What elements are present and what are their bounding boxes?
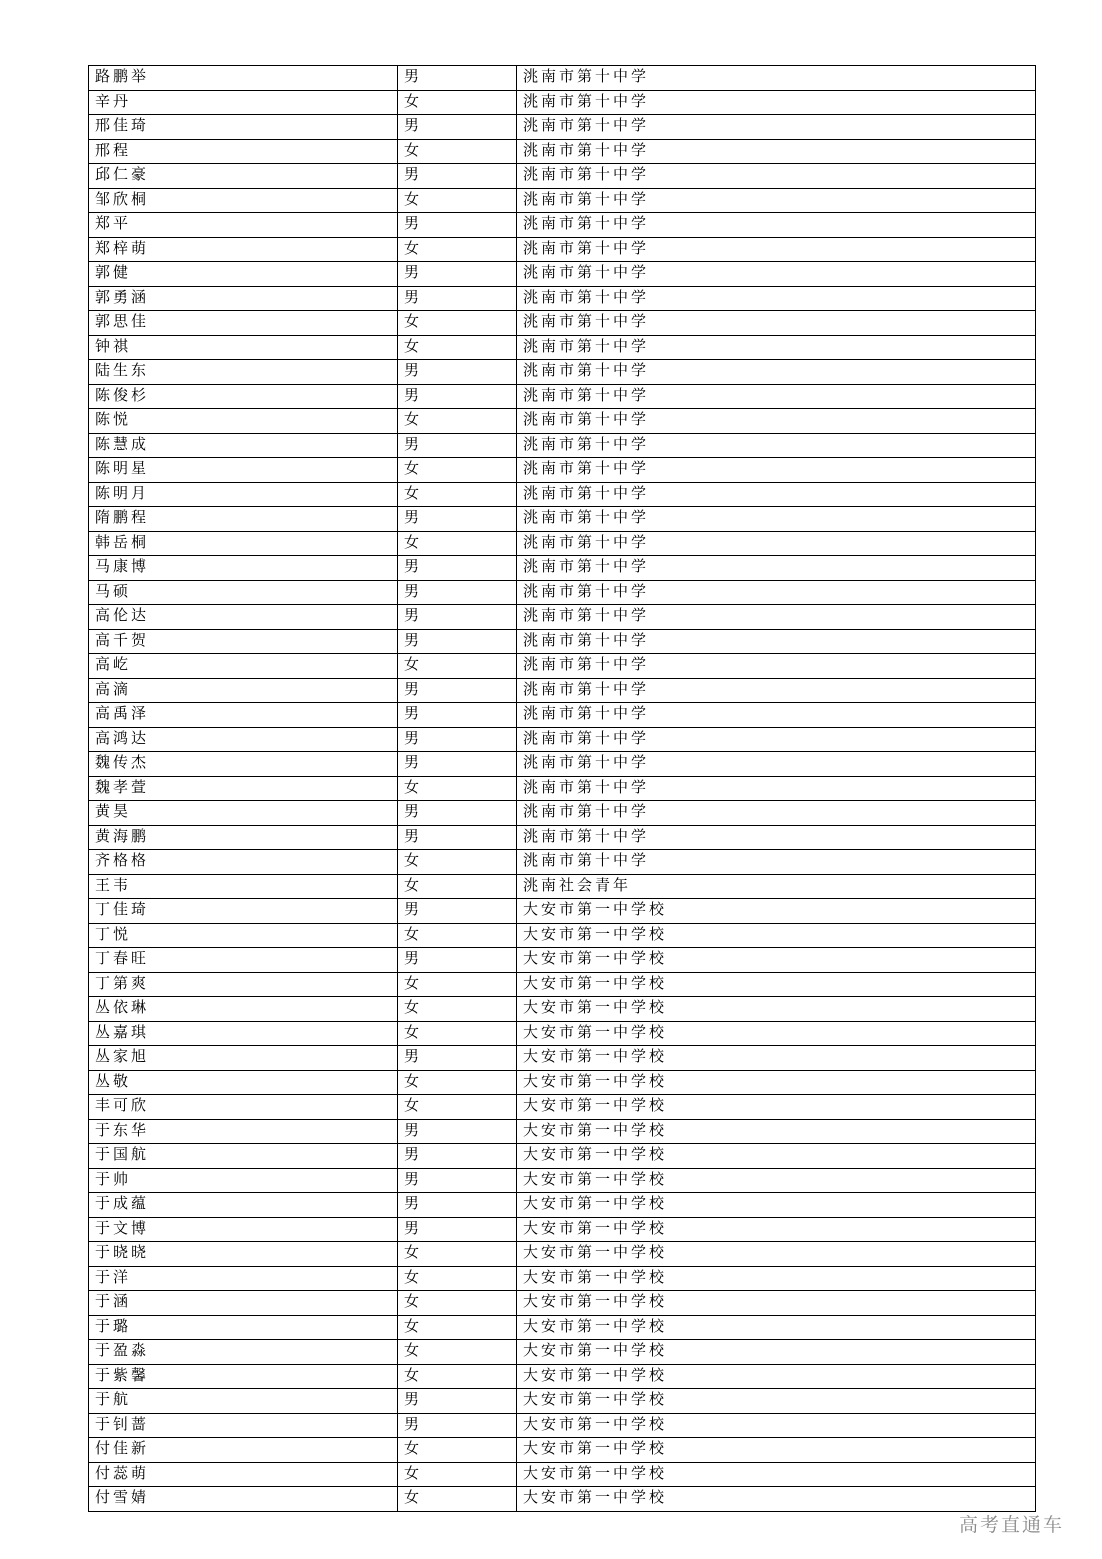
gender-cell: 男 [398,360,517,385]
school-cell: 大安市第一中学校 [517,923,1036,948]
gender-cell: 男 [398,1389,517,1414]
gender-cell: 男 [398,727,517,752]
name-cell: 齐格格 [89,850,398,875]
gender-cell: 女 [398,482,517,507]
school-cell: 洮南市第十中学 [517,458,1036,483]
table-row [89,752,1036,777]
table-row [89,580,1036,605]
gender-cell: 男 [398,899,517,924]
table-row [89,531,1036,556]
school-cell: 洮南市第十中学 [517,825,1036,850]
school-cell: 大安市第一中学校 [517,1364,1036,1389]
table-row [89,874,1036,899]
gender-cell: 男 [398,605,517,630]
student-roster-table [88,65,1036,1512]
table-row [89,262,1036,287]
table-row [89,1021,1036,1046]
gender-cell: 男 [398,825,517,850]
table-row [89,115,1036,140]
school-cell: 大安市第一中学校 [517,1168,1036,1193]
school-cell: 大安市第一中学校 [517,1438,1036,1463]
school-cell: 洮南市第十中学 [517,139,1036,164]
gender-cell: 男 [398,1144,517,1169]
table-row [89,1217,1036,1242]
school-cell: 洮南市第十中学 [517,850,1036,875]
school-cell: 大安市第一中学校 [517,1021,1036,1046]
name-cell: 于帅 [89,1168,398,1193]
name-cell: 马康博 [89,556,398,581]
school-cell: 大安市第一中学校 [517,1217,1036,1242]
table-row [89,1413,1036,1438]
gender-cell: 女 [398,1364,517,1389]
school-cell: 洮南市第十中学 [517,703,1036,728]
table-row [89,776,1036,801]
name-cell: 于洋 [89,1266,398,1291]
school-cell: 洮南市第十中学 [517,433,1036,458]
school-cell: 大安市第一中学校 [517,1242,1036,1267]
gender-cell: 女 [398,335,517,360]
name-cell: 于航 [89,1389,398,1414]
table-row [89,409,1036,434]
name-cell: 于涵 [89,1291,398,1316]
school-cell: 洮南市第十中学 [517,776,1036,801]
school-cell: 大安市第一中学校 [517,1389,1036,1414]
gender-cell: 男 [398,115,517,140]
name-cell: 邹欣桐 [89,188,398,213]
school-cell: 洮南市第十中学 [517,507,1036,532]
table-row [89,1168,1036,1193]
school-cell: 洮南市第十中学 [517,580,1036,605]
gender-cell: 女 [398,311,517,336]
name-cell: 付蕊萌 [89,1462,398,1487]
gender-cell: 男 [398,286,517,311]
table-row [89,237,1036,262]
table-row [89,384,1036,409]
gender-cell: 女 [398,1462,517,1487]
name-cell: 高鸿达 [89,727,398,752]
name-cell: 于钊蔷 [89,1413,398,1438]
school-cell: 洮南市第十中学 [517,115,1036,140]
school-cell: 大安市第一中学校 [517,1193,1036,1218]
table-row [89,335,1036,360]
name-cell: 魏孝萱 [89,776,398,801]
gender-cell: 男 [398,1119,517,1144]
table-row [89,90,1036,115]
school-cell: 洮南市第十中学 [517,605,1036,630]
name-cell: 韩岳桐 [89,531,398,556]
school-cell: 大安市第一中学校 [517,1462,1036,1487]
name-cell: 郑平 [89,213,398,238]
school-cell: 大安市第一中学校 [517,1070,1036,1095]
gender-cell: 女 [398,1242,517,1267]
table-row [89,311,1036,336]
gender-cell: 男 [398,678,517,703]
name-cell: 郭勇涵 [89,286,398,311]
table-row [89,948,1036,973]
name-cell: 高滴 [89,678,398,703]
name-cell: 丛嘉琪 [89,1021,398,1046]
table-row [89,139,1036,164]
table-row [89,629,1036,654]
school-cell: 大安市第一中学校 [517,1291,1036,1316]
gender-cell: 男 [398,262,517,287]
gender-cell: 女 [398,850,517,875]
name-cell: 黄海鹏 [89,825,398,850]
name-cell: 路鹏举 [89,66,398,91]
name-cell: 郭思佳 [89,311,398,336]
table-row [89,188,1036,213]
table-row [89,507,1036,532]
gender-cell: 女 [398,1340,517,1365]
gender-cell: 女 [398,188,517,213]
table-row [89,1340,1036,1365]
table-row [89,825,1036,850]
school-cell: 大安市第一中学校 [517,1144,1036,1169]
school-cell: 洮南市第十中学 [517,654,1036,679]
gender-cell: 男 [398,1046,517,1071]
name-cell: 高伦达 [89,605,398,630]
gender-cell: 女 [398,237,517,262]
gender-cell: 女 [398,874,517,899]
name-cell: 丛敬 [89,1070,398,1095]
table-row [89,1242,1036,1267]
name-cell: 陈明月 [89,482,398,507]
gender-cell: 女 [398,654,517,679]
table-row [89,213,1036,238]
name-cell: 于国航 [89,1144,398,1169]
table-row [89,1193,1036,1218]
school-cell: 洮南市第十中学 [517,360,1036,385]
school-cell: 大安市第一中学校 [517,1340,1036,1365]
name-cell: 钟祺 [89,335,398,360]
name-cell: 于成蕴 [89,1193,398,1218]
table-row [89,678,1036,703]
school-cell: 洮南市第十中学 [517,531,1036,556]
gender-cell: 男 [398,1217,517,1242]
table-row [89,1046,1036,1071]
name-cell: 高千贺 [89,629,398,654]
school-cell: 洮南市第十中学 [517,311,1036,336]
school-cell: 洮南市第十中学 [517,752,1036,777]
table-row [89,286,1036,311]
gender-cell: 女 [398,1315,517,1340]
school-cell: 大安市第一中学校 [517,899,1036,924]
gender-cell: 女 [398,1487,517,1512]
name-cell: 邱仁豪 [89,164,398,189]
school-cell: 大安市第一中学校 [517,1315,1036,1340]
name-cell: 魏传杰 [89,752,398,777]
table-row [89,1315,1036,1340]
table-row [89,703,1036,728]
gender-cell: 女 [398,90,517,115]
school-cell: 洮南市第十中学 [517,188,1036,213]
table-row [89,1389,1036,1414]
table-row [89,654,1036,679]
name-cell: 郑梓萌 [89,237,398,262]
name-cell: 郭健 [89,262,398,287]
table-row [89,923,1036,948]
gender-cell: 男 [398,164,517,189]
gender-cell: 女 [398,997,517,1022]
table-row [89,458,1036,483]
table-row [89,1070,1036,1095]
school-cell: 洮南社会青年 [517,874,1036,899]
name-cell: 辛丹 [89,90,398,115]
name-cell: 于东华 [89,1119,398,1144]
table-row [89,727,1036,752]
name-cell: 于璐 [89,1315,398,1340]
table-row [89,1144,1036,1169]
table-row [89,1364,1036,1389]
school-cell: 洮南市第十中学 [517,678,1036,703]
watermark-text: 高考直通车 [958,1515,1064,1536]
name-cell: 邢程 [89,139,398,164]
name-cell: 丁佳琦 [89,899,398,924]
gender-cell: 女 [398,1070,517,1095]
school-cell: 洮南市第十中学 [517,286,1036,311]
gender-cell: 男 [398,629,517,654]
school-cell: 洮南市第十中学 [517,384,1036,409]
table-row [89,482,1036,507]
school-cell: 大安市第一中学校 [517,1046,1036,1071]
table-row [89,360,1036,385]
gender-cell: 男 [398,66,517,91]
table-row [89,605,1036,630]
gender-cell: 男 [398,752,517,777]
gender-cell: 女 [398,409,517,434]
school-cell: 大安市第一中学校 [517,1119,1036,1144]
table-row [89,1462,1036,1487]
school-cell: 大安市第一中学校 [517,1266,1036,1291]
gender-cell: 女 [398,458,517,483]
school-cell: 洮南市第十中学 [517,262,1036,287]
table-row [89,1487,1036,1512]
gender-cell: 女 [398,1438,517,1463]
name-cell: 高禹泽 [89,703,398,728]
table-row [89,1438,1036,1463]
table-row [89,1266,1036,1291]
gender-cell: 男 [398,580,517,605]
name-cell: 于文博 [89,1217,398,1242]
school-cell: 洮南市第十中学 [517,213,1036,238]
name-cell: 丛家旭 [89,1046,398,1071]
school-cell: 洮南市第十中学 [517,801,1036,826]
school-cell: 洮南市第十中学 [517,335,1036,360]
name-cell: 陈慧成 [89,433,398,458]
name-cell: 黄昊 [89,801,398,826]
gender-cell: 女 [398,139,517,164]
school-cell: 洮南市第十中学 [517,66,1036,91]
table-row [89,972,1036,997]
gender-cell: 男 [398,433,517,458]
table-row [89,1291,1036,1316]
table-row [89,1095,1036,1120]
name-cell: 丰可欣 [89,1095,398,1120]
name-cell: 陆生东 [89,360,398,385]
gender-cell: 女 [398,531,517,556]
gender-cell: 男 [398,703,517,728]
table-row [89,1119,1036,1144]
gender-cell: 男 [398,948,517,973]
gender-cell: 男 [398,801,517,826]
table-row [89,850,1036,875]
gender-cell: 男 [398,1413,517,1438]
name-cell: 丁春旺 [89,948,398,973]
table-row [89,164,1036,189]
school-cell: 大安市第一中学校 [517,1413,1036,1438]
school-cell: 大安市第一中学校 [517,1487,1036,1512]
school-cell: 洮南市第十中学 [517,556,1036,581]
gender-cell: 女 [398,1095,517,1120]
gender-cell: 女 [398,1291,517,1316]
gender-cell: 女 [398,923,517,948]
name-cell: 马硕 [89,580,398,605]
school-cell: 洮南市第十中学 [517,727,1036,752]
name-cell: 于盈淼 [89,1340,398,1365]
roster-body [89,66,1036,1512]
gender-cell: 男 [398,1168,517,1193]
name-cell: 丛依琳 [89,997,398,1022]
school-cell: 洮南市第十中学 [517,409,1036,434]
name-cell: 王韦 [89,874,398,899]
name-cell: 丁悦 [89,923,398,948]
gender-cell: 男 [398,556,517,581]
school-cell: 大安市第一中学校 [517,948,1036,973]
name-cell: 于紫馨 [89,1364,398,1389]
gender-cell: 男 [398,384,517,409]
gender-cell: 男 [398,213,517,238]
name-cell: 付雪婧 [89,1487,398,1512]
school-cell: 洮南市第十中学 [517,482,1036,507]
table-row [89,433,1036,458]
name-cell: 付佳新 [89,1438,398,1463]
name-cell: 陈明星 [89,458,398,483]
name-cell: 邢佳琦 [89,115,398,140]
gender-cell: 女 [398,1266,517,1291]
school-cell: 大安市第一中学校 [517,1095,1036,1120]
gender-cell: 女 [398,776,517,801]
name-cell: 陈悦 [89,409,398,434]
table-row [89,66,1036,91]
school-cell: 洮南市第十中学 [517,90,1036,115]
school-cell: 洮南市第十中学 [517,237,1036,262]
school-cell: 大安市第一中学校 [517,997,1036,1022]
name-cell: 高屹 [89,654,398,679]
gender-cell: 女 [398,1021,517,1046]
school-cell: 洮南市第十中学 [517,164,1036,189]
table-row [89,997,1036,1022]
school-cell: 大安市第一中学校 [517,972,1036,997]
name-cell: 隋鹏程 [89,507,398,532]
table-row [89,899,1036,924]
name-cell: 陈俊杉 [89,384,398,409]
name-cell: 丁第爽 [89,972,398,997]
school-cell: 洮南市第十中学 [517,629,1036,654]
gender-cell: 男 [398,507,517,532]
table-row [89,801,1036,826]
name-cell: 于晓晓 [89,1242,398,1267]
table-row [89,556,1036,581]
gender-cell: 男 [398,1193,517,1218]
gender-cell: 女 [398,972,517,997]
